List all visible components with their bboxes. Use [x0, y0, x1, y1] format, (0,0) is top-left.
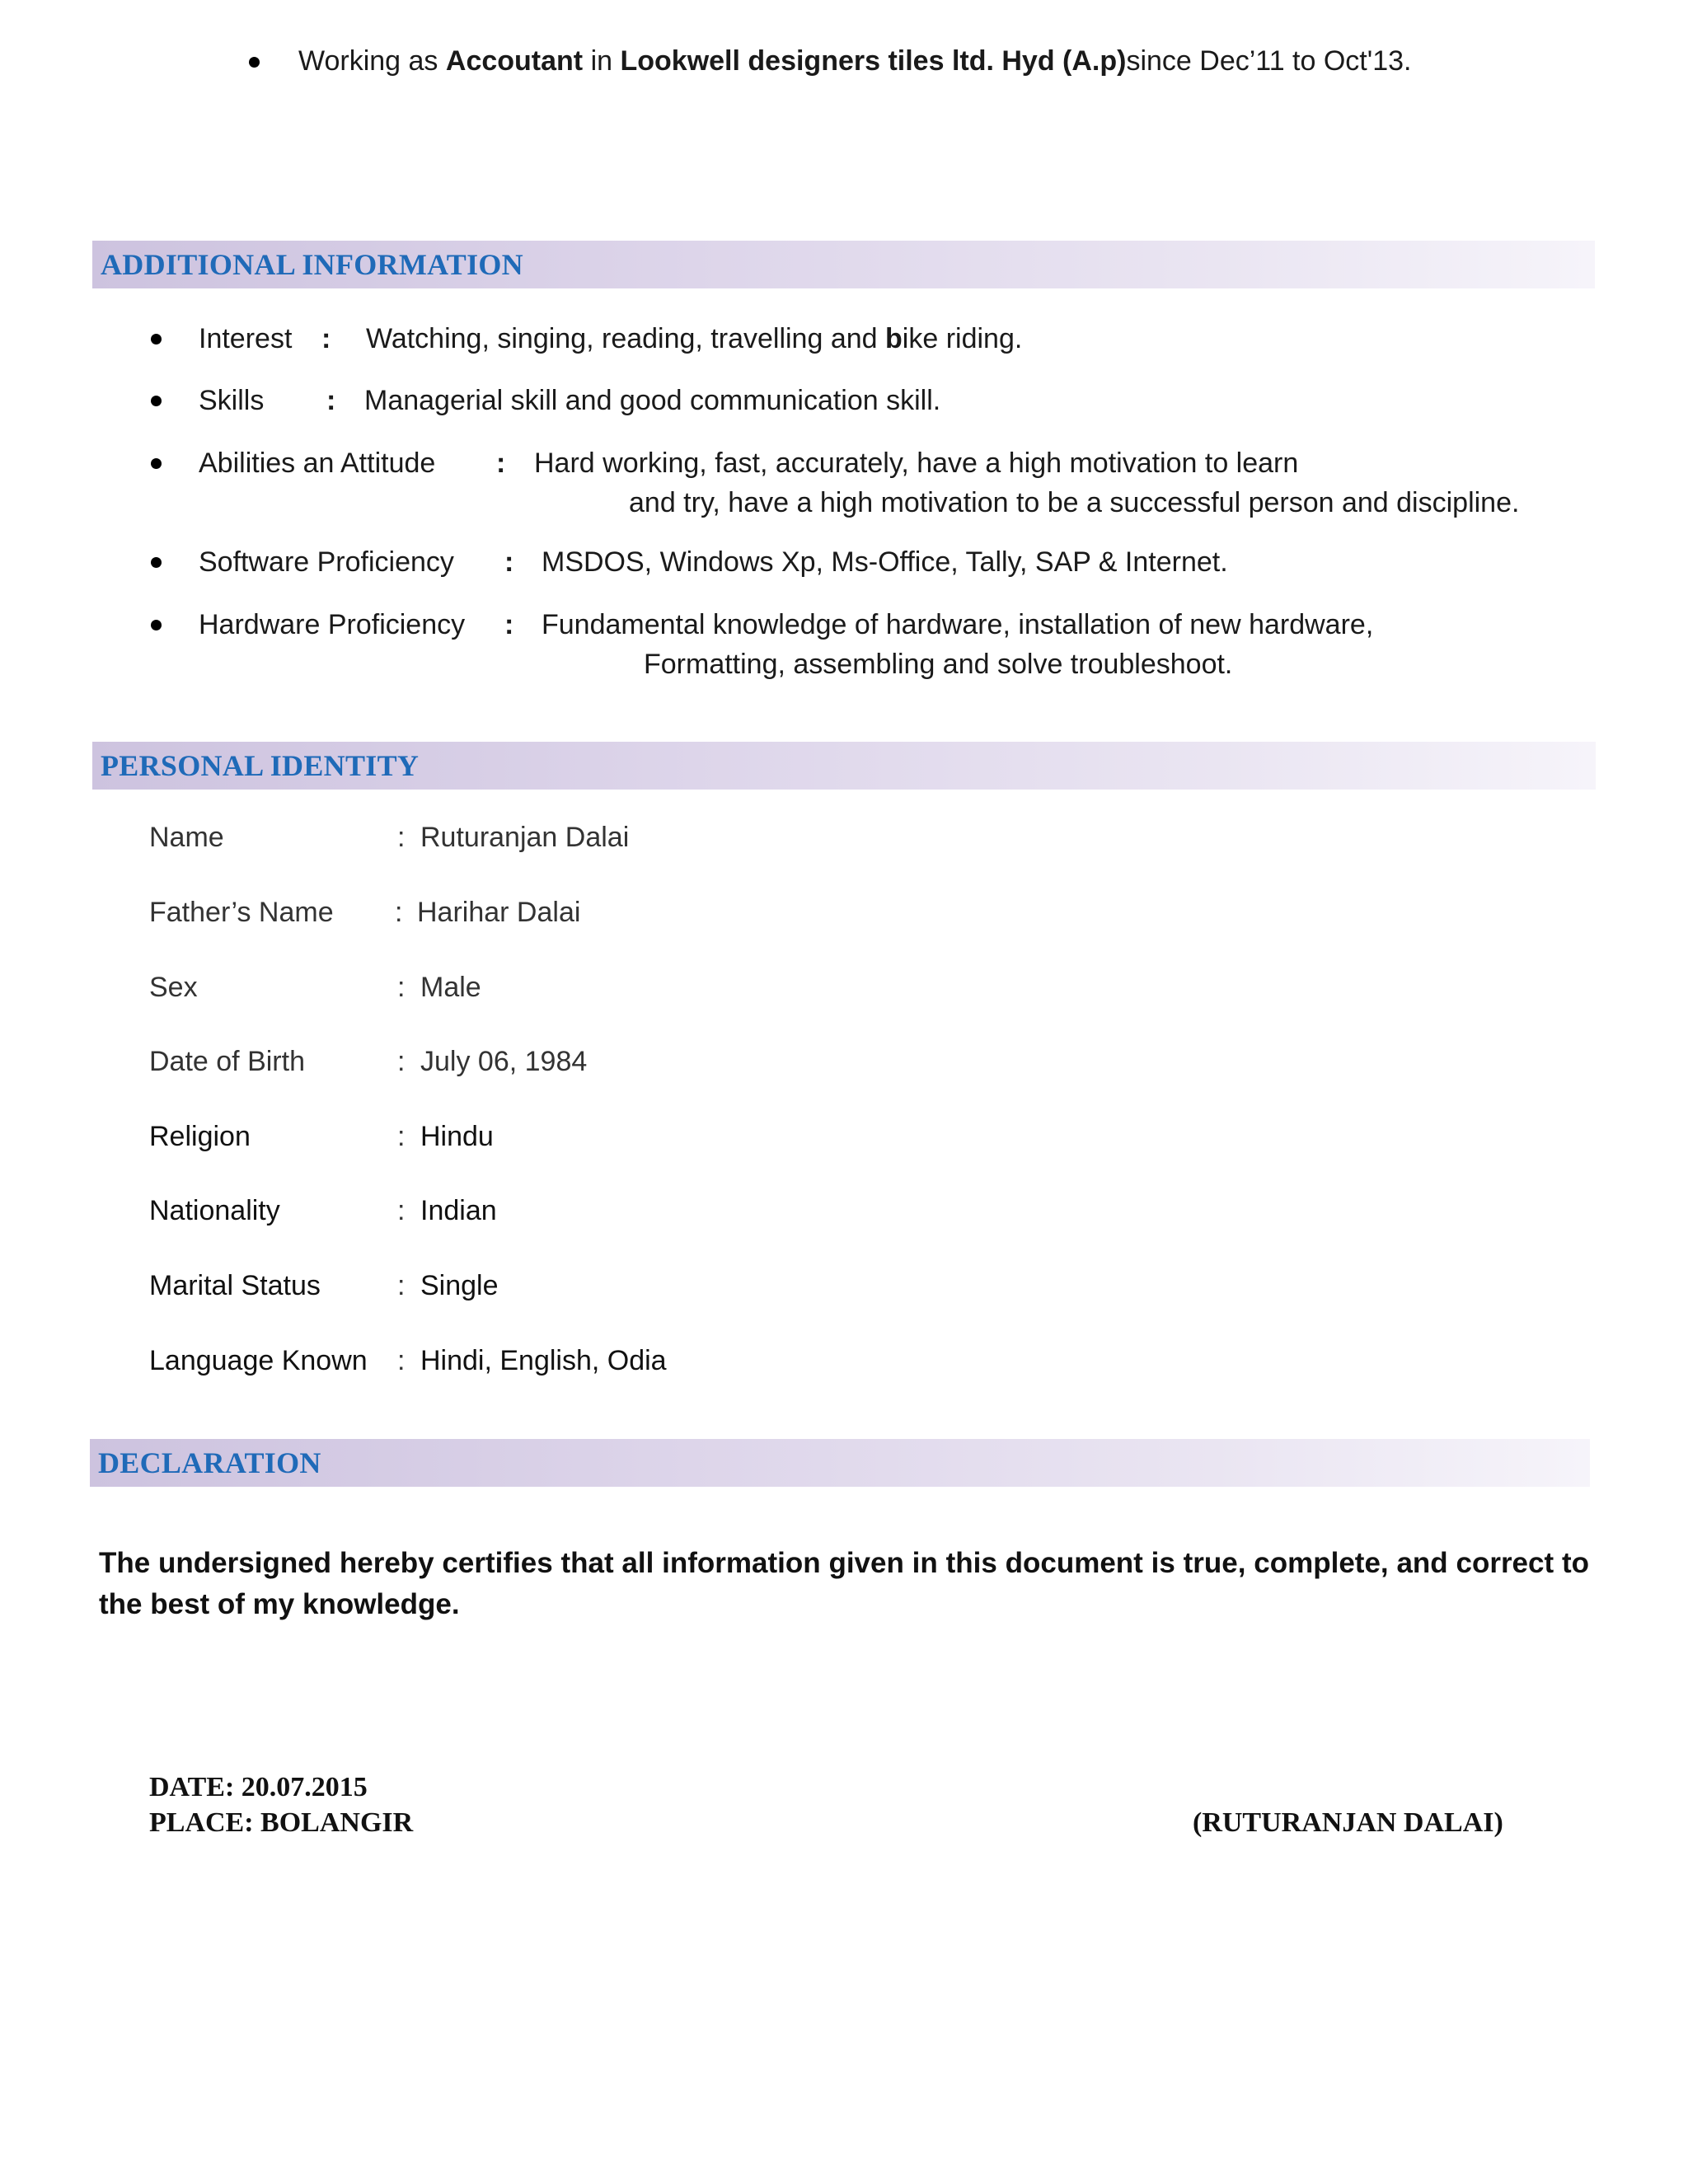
row-label: Father’s Name [149, 897, 334, 928]
row-colon: : [397, 1270, 406, 1301]
bullet-icon [151, 458, 162, 469]
item-colon: : [326, 385, 336, 416]
row-label: Sex [149, 972, 198, 1003]
experience-line [298, 44, 1412, 78]
bullet-icon [151, 334, 162, 344]
row-value: Indian [420, 1195, 497, 1226]
item-label: Abilities an Attitude [199, 448, 436, 479]
row-label: Nationality [149, 1195, 280, 1226]
row-value: Hindi, English, Odia [420, 1345, 667, 1376]
bullet-icon [151, 396, 162, 406]
row-label: Marital Status [149, 1270, 321, 1301]
item-value-part: ike riding. [902, 323, 1023, 354]
row-value: Single [420, 1270, 499, 1301]
experience-prefix: Working as [298, 45, 446, 77]
section-title: ADDITIONAL INFORMATION [101, 248, 523, 281]
item-value-continuation: Formatting, assembling and solve troubleshoot. [644, 649, 1233, 680]
row-value: Ruturanjan Dalai [420, 822, 630, 853]
signature-name: (RUTURANJAN DALAI) [1193, 1807, 1503, 1838]
row-value: Harihar Dalai [417, 897, 581, 928]
item-colon: : [504, 609, 514, 640]
experience-mid: in [583, 45, 621, 77]
row-value: Male [420, 972, 481, 1003]
item-value-part: Watching, singing, reading, travelling and [366, 323, 885, 354]
section-header-personal-identity [92, 742, 1596, 790]
row-label: Name [149, 822, 224, 853]
section-title: PERSONAL IDENTITY [101, 749, 420, 782]
row-label: Language Known [149, 1345, 368, 1376]
experience-role: Accoutant [445, 45, 584, 77]
signature-date: DATE: 20.07.2015 [149, 1772, 368, 1802]
bullet-icon [151, 557, 162, 568]
item-value-continuation: and try, have a high motivation to be a successful person and discipline. [629, 487, 1520, 518]
item-label: Skills [199, 385, 265, 416]
section-header-additional-information [92, 241, 1595, 288]
row-colon: : [397, 822, 406, 853]
row-colon: : [397, 1046, 406, 1077]
item-label: Interest [199, 323, 293, 354]
item-colon: : [504, 546, 514, 578]
item-value [366, 321, 1022, 356]
item-value: Hard working, fast, accurately, have a high motivation to learn [534, 448, 1299, 479]
experience-suffix: since Dec’11 to Oct'13. [1126, 45, 1412, 77]
experience-company: Lookwell designers tiles ltd. Hyd (A.p) [620, 45, 1127, 77]
row-colon: : [397, 972, 406, 1003]
bullet-icon [151, 620, 162, 630]
bullet-icon [249, 57, 260, 68]
item-value: Managerial skill and good communication skill. [364, 385, 941, 416]
item-colon: : [321, 323, 331, 354]
section-header-declaration [90, 1439, 1590, 1487]
row-value: July 06, 1984 [420, 1046, 588, 1077]
row-colon: : [397, 1345, 406, 1376]
signature-place: PLACE: BOLANGIR [149, 1807, 414, 1838]
item-colon: : [496, 448, 506, 479]
item-value: MSDOS, Windows Xp, Ms-Office, Tally, SAP & Internet. [542, 546, 1228, 578]
row-label: Date of Birth [149, 1046, 305, 1077]
row-label: Religion [149, 1121, 251, 1152]
row-colon: : [397, 1195, 406, 1226]
row-colon: : [395, 897, 403, 928]
row-value: Hindu [420, 1121, 494, 1152]
item-label: Software Proficiency [199, 546, 454, 578]
item-value-bold: b [885, 323, 903, 354]
section-title: DECLARATION [98, 1446, 321, 1479]
item-value: Fundamental knowledge of hardware, installation of new hardware, [542, 609, 1374, 640]
declaration-text: The undersigned hereby certifies that all information given in this document is true, complete, and correct to the best of my knowledge. [99, 1547, 1589, 1620]
item-label: Hardware Proficiency [199, 609, 466, 640]
row-colon: : [397, 1121, 406, 1152]
